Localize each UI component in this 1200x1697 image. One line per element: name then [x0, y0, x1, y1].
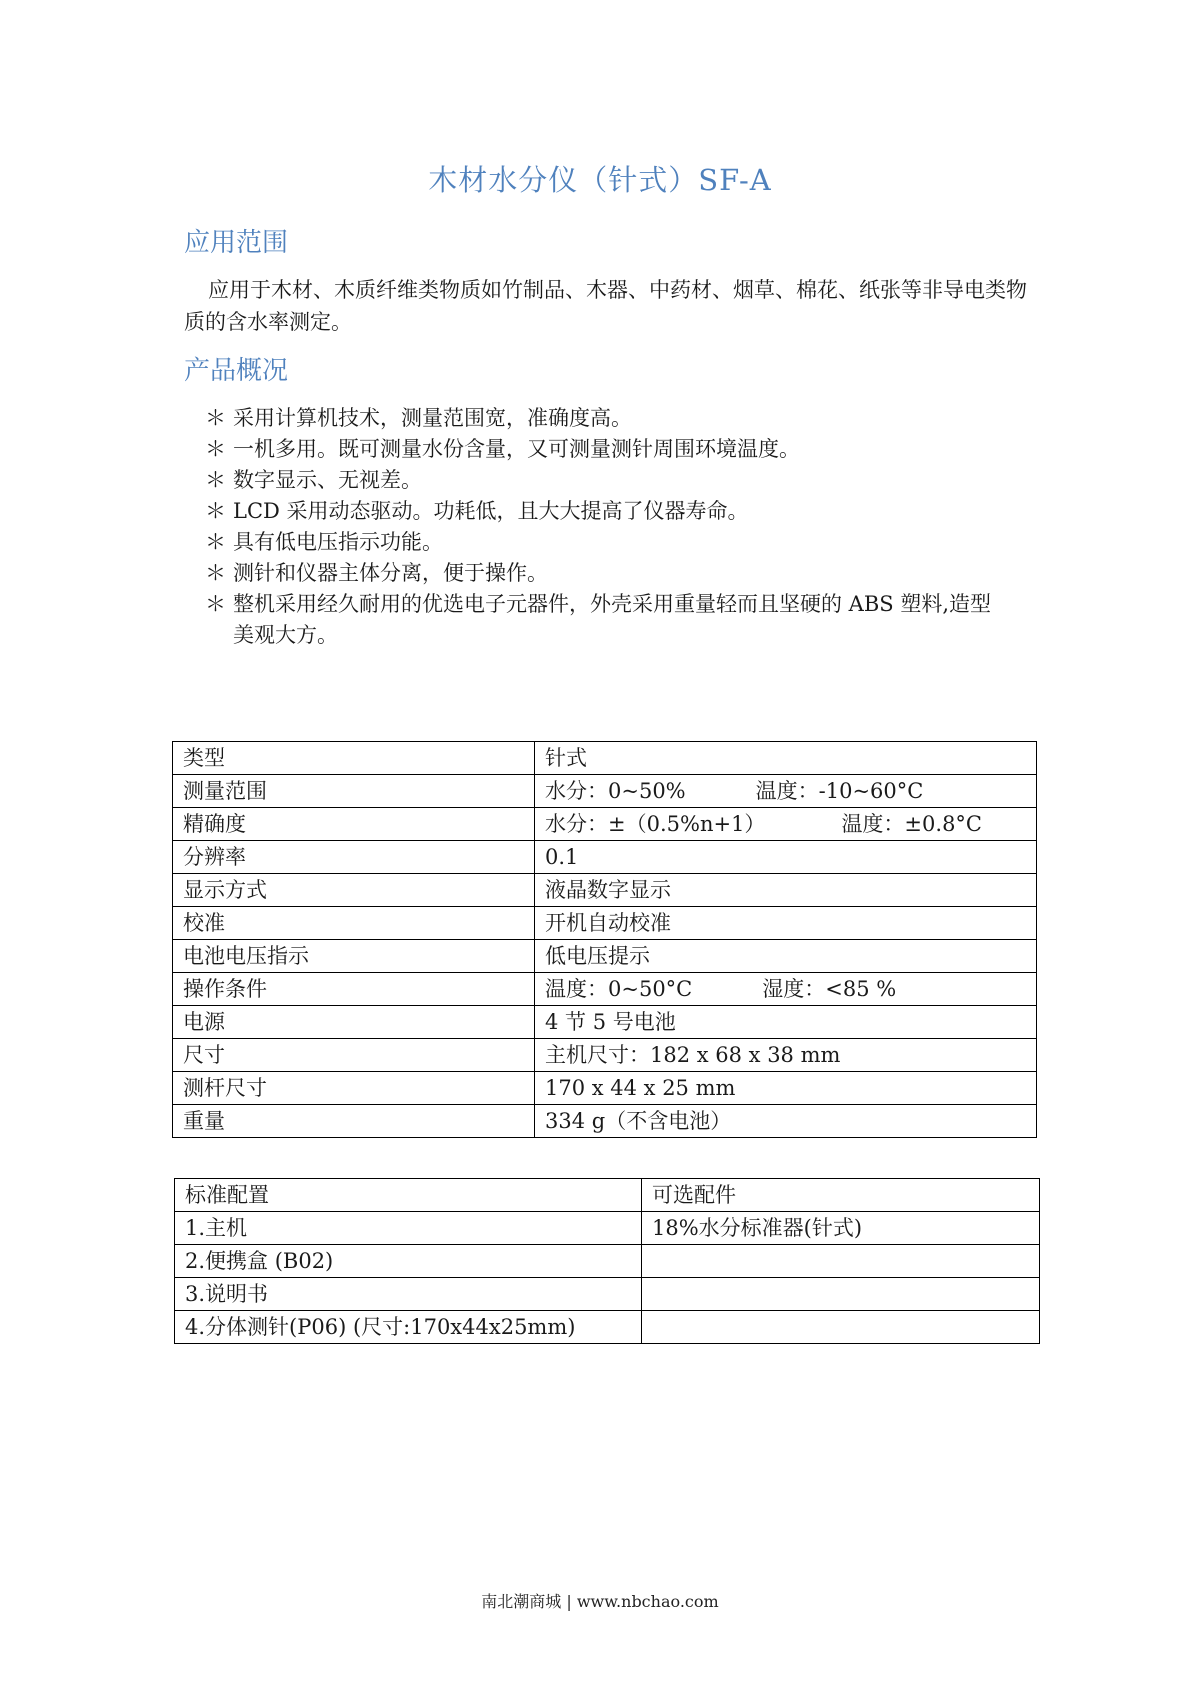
table-row [175, 1212, 1040, 1245]
list-item-text: 具有低电压指示功能。 [233, 530, 443, 554]
table-cell: 18%水分标准器(针式) [642, 1212, 1040, 1245]
list-item-text: 整机采用经久耐用的优选电子元器件，外壳采用重量轻而且坚硬的 ABS 塑料,造型美观大方。 [233, 592, 992, 647]
table-row [173, 973, 1037, 1006]
table-row [173, 1006, 1037, 1039]
bullet-marker: ＊ [205, 530, 226, 554]
list-item [205, 558, 1005, 589]
list-item [205, 403, 1005, 434]
spec-value-1: 170 x 44 x 25 mm [545, 1076, 736, 1100]
table-row [173, 874, 1037, 907]
spec-value [535, 940, 1037, 973]
table-row [173, 775, 1037, 808]
spec-value-1: 334 g（不含电池） [545, 1109, 732, 1133]
spec-value [535, 775, 1037, 808]
application-paragraph: 应用于木材、木质纤维类物质如竹制品、木器、中药材、烟草、棉花、纸张等非导电类物质的含水率测定。 [184, 278, 1027, 334]
bullet-marker: ＊ [205, 468, 226, 492]
spec-table [172, 741, 1037, 1138]
list-item [205, 465, 1005, 496]
table-row [173, 742, 1037, 775]
spec-value-1: 0.1 [545, 845, 579, 869]
list-item-text: LCD 采用动态驱动。功耗低，且大大提高了仪器寿命。 [233, 499, 749, 523]
list-item [205, 434, 1005, 465]
spec-value [535, 907, 1037, 940]
spec-value [535, 1105, 1037, 1138]
spec-key: 类型 [173, 742, 535, 775]
table-cell: 1.主机 [175, 1212, 642, 1245]
column-header-standard: 标准配置 [175, 1179, 642, 1212]
bullet-marker: ＊ [205, 499, 226, 523]
page-title: 木材水分仪（针式）SF-A [428, 163, 772, 197]
list-item [205, 496, 1005, 527]
bullet-marker: ＊ [205, 592, 226, 616]
spec-value-1: 温度：0~50°C [545, 977, 693, 1001]
spec-value [535, 973, 1037, 1006]
page-footer: 南北潮商城 | www.nbchao.com [481, 1592, 719, 1611]
spec-key: 电池电压指示 [173, 940, 535, 973]
spec-value-1: 低电压提示 [545, 944, 650, 968]
bullet-marker: ＊ [205, 406, 226, 430]
spec-value-2: 温度：-10~60°C [755, 779, 924, 803]
table-cell: 2.便携盒 (B02) [175, 1245, 642, 1278]
table-row [175, 1311, 1040, 1344]
spec-key: 电源 [173, 1006, 535, 1039]
table-cell: 4.分体测针(P06) (尺寸:170x44x25mm) [175, 1311, 642, 1344]
table-cell [642, 1311, 1040, 1344]
spec-value-1: 水分：±（0.5%n+1） [545, 812, 766, 836]
spec-key: 测量范围 [173, 775, 535, 808]
spec-value [535, 874, 1037, 907]
spec-value [535, 841, 1037, 874]
table-header-row [175, 1179, 1040, 1212]
table-cell [642, 1245, 1040, 1278]
section-heading-overview: 产品概况 [184, 356, 289, 386]
list-item-text: 测针和仪器主体分离，便于操作。 [233, 561, 548, 585]
bullet-marker: ＊ [205, 561, 226, 585]
table-row [175, 1245, 1040, 1278]
spec-value-1: 液晶数字显示 [545, 878, 671, 902]
config-table [174, 1178, 1040, 1344]
spec-key: 校准 [173, 907, 535, 940]
table-row [173, 841, 1037, 874]
table-row [173, 1105, 1037, 1138]
section-heading-application: 应用范围 [184, 228, 289, 258]
spec-value-1: 主机尺寸：182 x 68 x 38 mm [545, 1043, 841, 1067]
spec-value-1: 针式 [545, 746, 587, 770]
table-row [175, 1278, 1040, 1311]
table-row [173, 940, 1037, 973]
spec-key: 重量 [173, 1105, 535, 1138]
spec-value-1: 4 节 5 号电池 [545, 1010, 676, 1034]
spec-value [535, 1006, 1037, 1039]
table-row [173, 1072, 1037, 1105]
table-cell: 3.说明书 [175, 1278, 642, 1311]
spec-key: 尺寸 [173, 1039, 535, 1072]
spec-value [535, 742, 1037, 775]
overview-bullet-list [205, 403, 1005, 651]
spec-key: 测杆尺寸 [173, 1072, 535, 1105]
bullet-marker: ＊ [205, 437, 226, 461]
spec-value [535, 1072, 1037, 1105]
spec-value-2: 湿度：<85 % [762, 977, 897, 1001]
table-row [173, 808, 1037, 841]
list-item-text: 数字显示、无视差。 [233, 468, 422, 492]
spec-value-1: 水分：0~50% [545, 779, 686, 803]
spec-key: 显示方式 [173, 874, 535, 907]
table-row [173, 1039, 1037, 1072]
list-item [205, 589, 1005, 651]
list-item-text: 一机多用。既可测量水份含量，又可测量测针周围环境温度。 [233, 437, 800, 461]
column-header-optional: 可选配件 [642, 1179, 1040, 1212]
spec-key: 精确度 [173, 808, 535, 841]
spec-value-2: 温度：±0.8°C [841, 812, 982, 836]
list-item [205, 527, 1005, 558]
spec-key: 分辨率 [173, 841, 535, 874]
spec-value [535, 808, 1037, 841]
table-cell [642, 1278, 1040, 1311]
spec-value [535, 1039, 1037, 1072]
spec-value-1: 开机自动校准 [545, 911, 671, 935]
list-item-text: 采用计算机技术，测量范围宽，准确度高。 [233, 406, 632, 430]
table-row [173, 907, 1037, 940]
spec-key: 操作条件 [173, 973, 535, 1006]
